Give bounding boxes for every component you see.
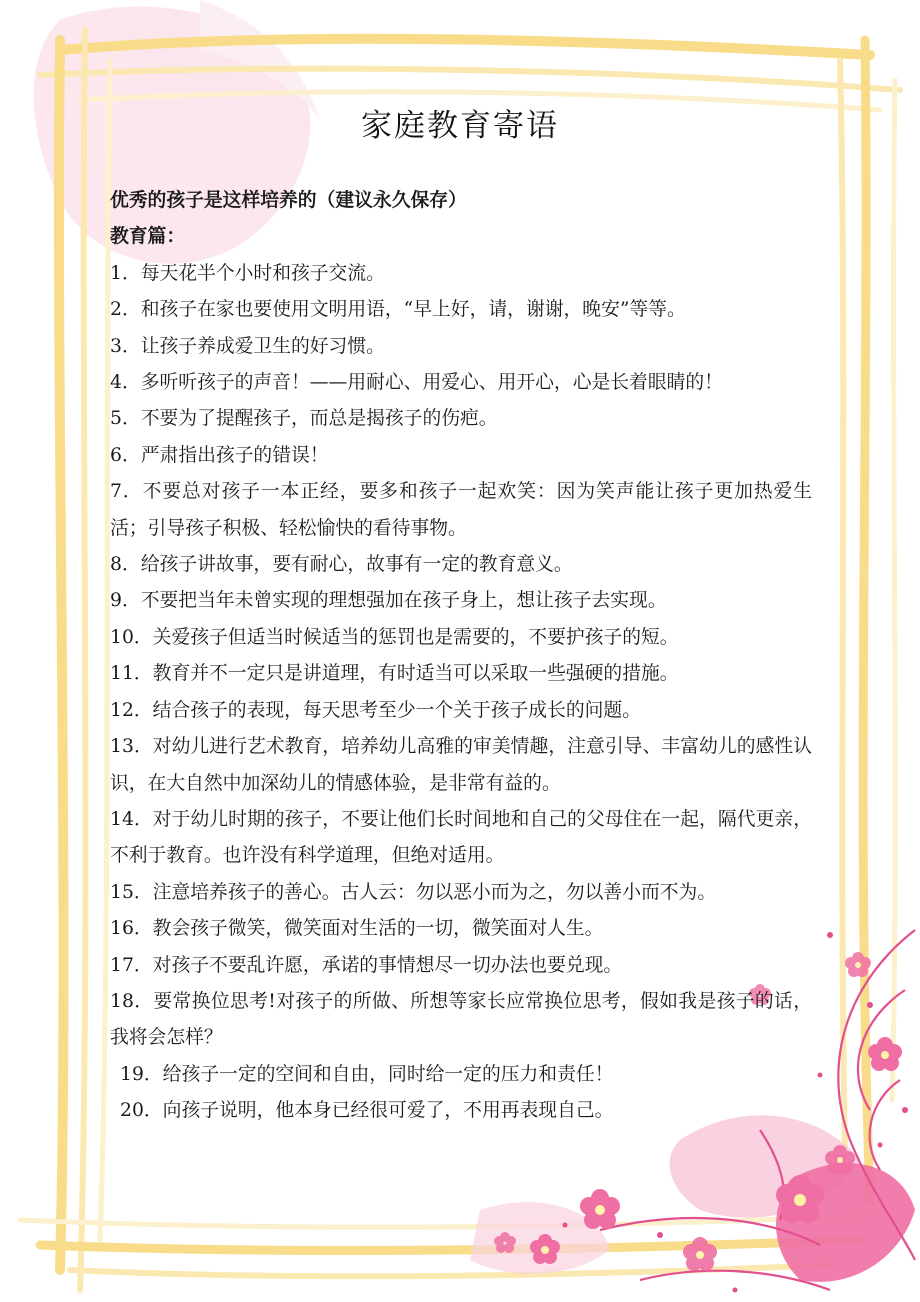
subtitle: 优秀的孩子是这样培养的（建议永久保存） <box>110 190 467 211</box>
list-item: 6．严肃指出孩子的错误！ <box>110 444 329 466</box>
list-item: 10．关爱孩子但适当时候适当的惩罚也是需要的，不要护孩子的短。 <box>110 626 679 648</box>
list-item: 15．注意培养孩子的善心。古人云：勿以恶小而为之，勿以善小而不为。 <box>110 881 717 903</box>
list-item: 17．对孩子不要乱许愿，承诺的事情想尽一切办法也要兑现。 <box>110 954 623 976</box>
list-item: 4．多听听孩子的声音！——用耐心、用爱心、用开心，心是长着眼睛的！ <box>110 372 723 394</box>
list-item: 7．不要总对孩子一本正经，要多和孩子一起欢笑：因为笑声能让孩子更加热爱生活；引导孩子积极、轻松愉快的看待事物。 <box>110 481 812 539</box>
list-item: 14．对于幼儿时期的孩子，不要让他们长时间地和自己的父母住在一起，隔代更亲，不利于教育。也许没有科学道理，但绝对适用。 <box>110 808 812 867</box>
list-item: 8．给孩子讲故事，要有耐心，故事有一定的教育意义。 <box>110 554 573 576</box>
list-item: 11．教育并不一定只是讲道理，有时适当可以采取一些强硬的措施。 <box>110 663 679 685</box>
list-item: 9．不要把当年未曾实现的理想强加在孩子身上，想让孩子去实现。 <box>110 590 667 612</box>
list-item: 3．让孩子养成爱卫生的好习惯。 <box>110 335 385 357</box>
list-item: 1．每天花半个小时和孩子交流。 <box>110 262 385 284</box>
list-item: 19．给孩子一定的空间和自由，同时给一定的压力和责任！ <box>120 1063 614 1085</box>
list-item: 18．要常换位思考!对孩子的所做、所想等家长应常换位思考，假如我是孩子的话，我将会怎样？ <box>110 990 812 1049</box>
document-body <box>110 183 812 1130</box>
list-item: 12．结合孩子的表现，每天思考至少一个关于孩子成长的问题。 <box>110 699 641 721</box>
list-item: 16．教会孩子微笑，微笑面对生活的一切，微笑面对人生。 <box>110 918 604 940</box>
list-item: 13．对幼儿进行艺术教育，培养幼儿高雅的审美情趣，注意引导、丰富幼儿的感性认识，在大自然中加深幼儿的情感体验，是非常有益的。 <box>110 736 812 794</box>
list-item: 2．和孩子在家也要使用文明用语，“早上好，请，谢谢，晚安”等等。 <box>110 299 686 321</box>
page-title: 家庭教育寄语 <box>361 108 559 144</box>
list-item: 20．向孩子说明，他本身已经很可爱了，不用再表现自己。 <box>120 1100 614 1122</box>
list-item: 5．不要为了提醒孩子，而总是揭孩子的伤疤。 <box>110 408 498 430</box>
section-heading: 教育篇： <box>110 226 186 248</box>
